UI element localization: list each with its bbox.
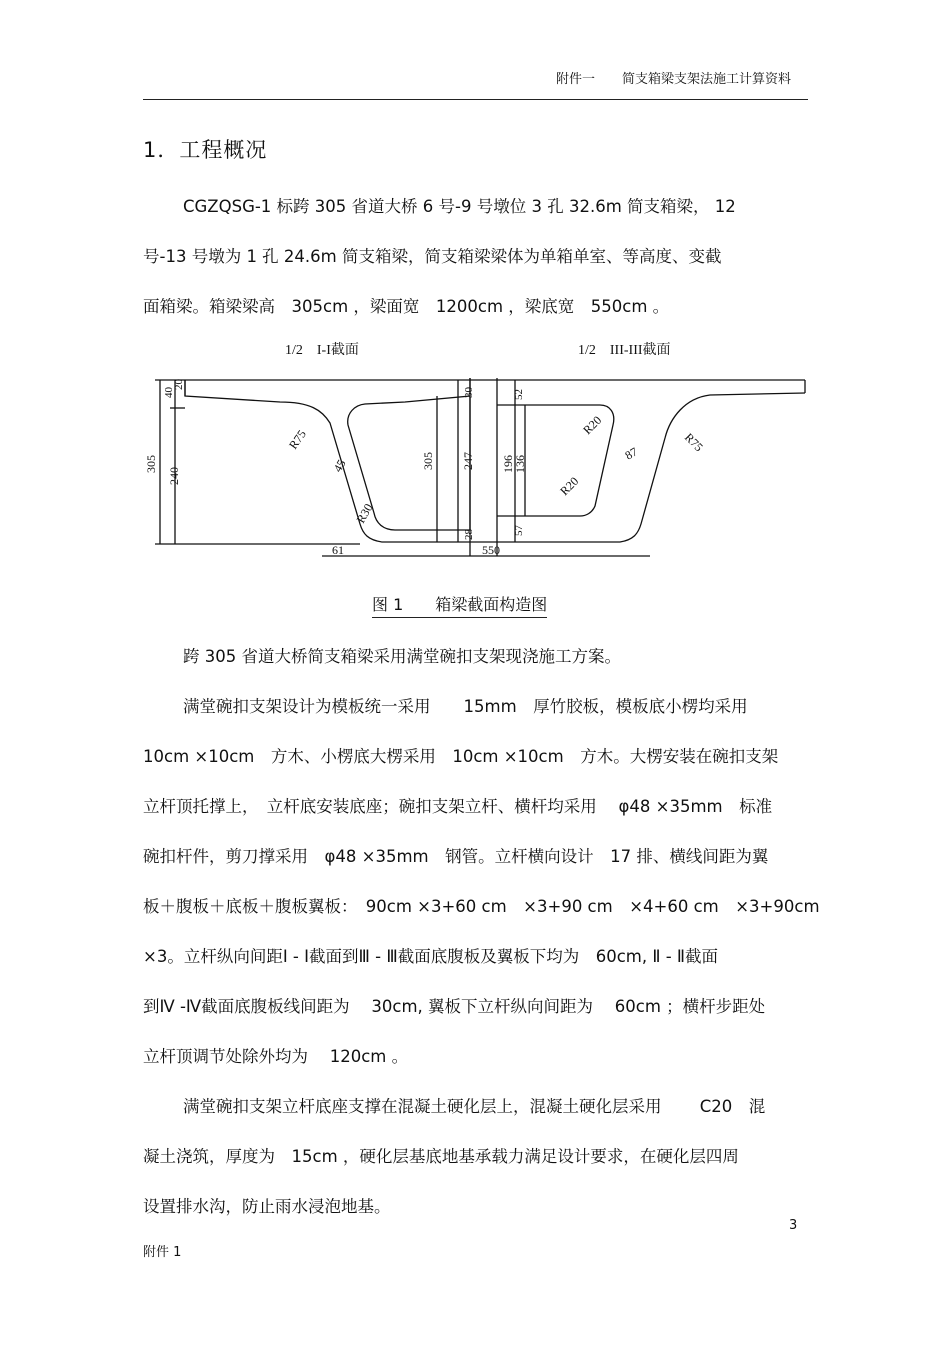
dim-label: R30 <box>353 501 376 526</box>
paragraph-line: 号-13 号墩为 1 孔 24.6m 简支箱梁，简支箱梁梁体为单箱单室、等高度、变截 <box>143 247 722 266</box>
dim-label: 28 <box>463 529 475 540</box>
dim-label: 52 <box>513 389 525 400</box>
dim-label: 30 <box>463 387 475 398</box>
dim-label: 45 <box>330 457 349 475</box>
dim-label: 87 <box>622 444 640 463</box>
dim-label: 247 <box>461 452 475 470</box>
dim-label: 196 <box>501 455 515 473</box>
dim-label: 57 <box>513 525 525 536</box>
box-girder-section-figure <box>144 338 810 566</box>
dim-label: 550 <box>482 543 500 557</box>
header-title: 简支箱梁支架法施工计算资料 <box>622 72 792 87</box>
page-header <box>0 68 950 88</box>
paragraph-line: 碗扣杆件，剪刀撑采用 φ48 ×35mm 钢管。立杆横向设计 17 排、横线间距为翼 <box>143 847 769 866</box>
paragraph-line: CGZQSG-1 标跨 305 省道大桥 6 号-9 号墩位 3 孔 32.6m 简支箱梁， 12 <box>183 197 736 216</box>
header-rule <box>143 99 808 100</box>
paragraph-line: 面箱梁。箱梁梁高 305cm ，梁面宽 1200cm ，梁底宽 550cm 。 <box>143 297 670 316</box>
left-section-title: 1/2 I-I截面 <box>285 343 359 358</box>
dim-label: R20 <box>580 413 605 438</box>
dim-label: R20 <box>557 474 582 499</box>
paragraph-line: 10cm ×10cm 方木、小楞底大楞采用 10cm ×10cm 方木。大楞安装在碗扣支架 <box>143 747 779 766</box>
paragraph-line: 满堂碗扣支架立杆底座支撑在混凝土硬化层上，混凝土硬化层采用 C20 混 <box>183 1097 766 1116</box>
right-section-title: 1/2 III-III截面 <box>578 343 671 358</box>
dim-label: 240 <box>167 467 181 485</box>
paragraph-line: 板＋腹板＋底板＋腹板翼板： 90cm ×3+60 cm ×3+90 cm ×4+60 cm ×3+90cm <box>143 897 820 916</box>
paragraph-line: 设置排水沟，防止雨水浸泡地基。 <box>143 1197 391 1216</box>
page-number: 3 <box>789 1218 798 1233</box>
dim-label: 305 <box>144 455 158 473</box>
paragraph-line: 到Ⅳ -Ⅳ截面底腹板线间距为 30cm, 翼板下立杆纵向间距为 60cm ；横杆步距处 <box>143 997 766 1016</box>
paragraph-line: 跨 305 省道大桥简支箱梁采用满堂碗扣支架现浇施工方案。 <box>183 647 621 666</box>
paragraph-line: 立杆顶调节处除外均为 120cm 。 <box>143 1047 409 1066</box>
dim-label: 305 <box>421 452 435 470</box>
girder-outline <box>185 380 805 542</box>
dim-label: 40 <box>163 387 175 398</box>
paragraph-line: 立杆顶托撑上， 立杆底安装底座；碗扣支架立杆、横杆均采用 φ48 ×35mm 标准 <box>143 797 773 816</box>
paragraph-line: 凝土浇筑，厚度为 15cm ，硬化层基底地基承载力满足设计要求，在硬化层四周 <box>143 1147 739 1166</box>
dim-label: R75 <box>681 430 706 455</box>
dim-label: 20 <box>173 379 185 390</box>
dim-label: 136 <box>513 455 527 473</box>
dim-label: 61 <box>332 543 344 557</box>
figure-caption: 图 1 箱梁截面构造图 <box>372 592 547 618</box>
paragraph-line: 满堂碗扣支架设计为模板统一采用 15mm 厚竹胶板，模板底小楞均采用 <box>183 697 748 716</box>
paragraph-line: ×3。立杆纵向间距Ⅰ - Ⅰ截面到Ⅲ - Ⅲ截面底腹板及翼板下均为 60cm, Ⅱ - Ⅱ截面 <box>143 947 719 966</box>
dim-label: R75 <box>285 427 309 452</box>
section-heading: 1．工程概况 <box>143 138 268 162</box>
page-footer: 附件 1 <box>143 1245 182 1260</box>
header-attachment: 附件一 <box>556 72 596 87</box>
